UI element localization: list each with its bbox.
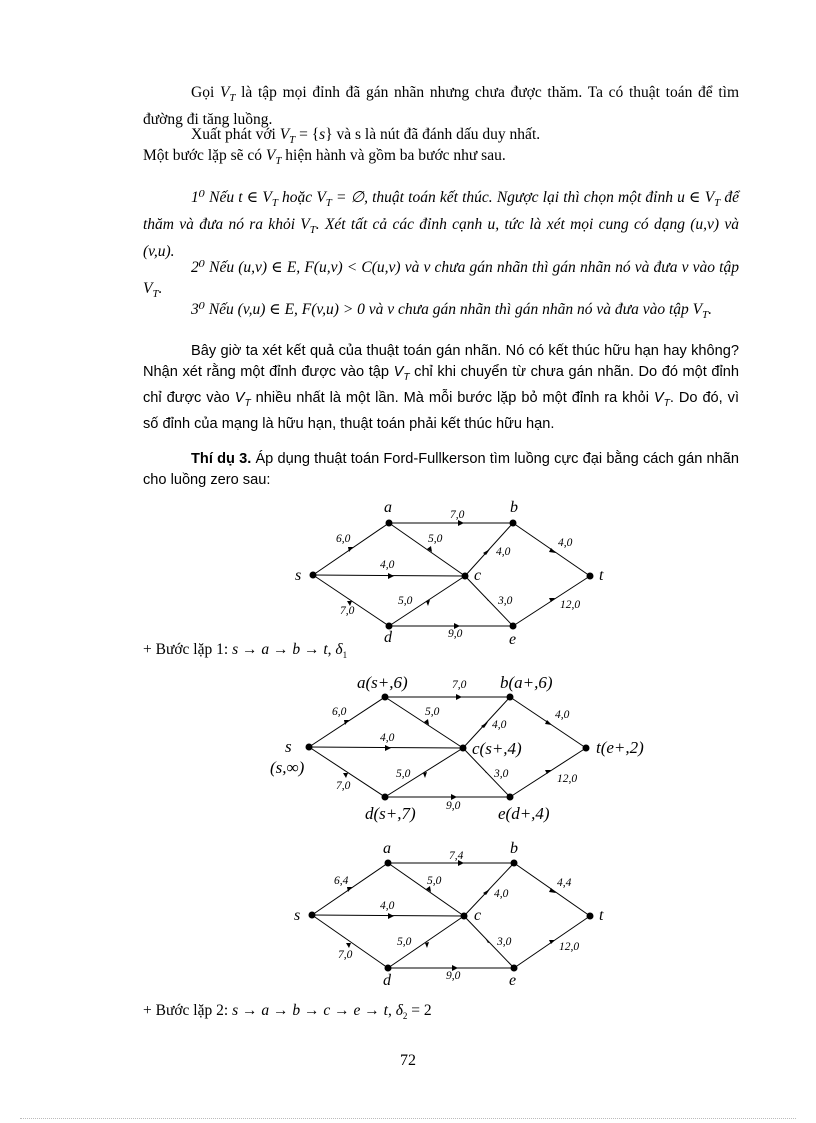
name-e-labeled: e(d+,4) [498,804,550,823]
rule-1: 1⁰ Nếu t ∈ $V_T$ hoặc $V_T$ = ∅, thuật toán kết thúc. Ngược lại thì chọn một đỉnh u ∈ $V_T$ để thăm và đưa nó ra khỏi $V_T$. Xét tất cả các đỉnh cạnh u, tức là xét mọi cung có dạng (u,v) và (v,u). [143,189,739,261]
label-s-a: 6,4 [334,875,349,887]
name-b: b [510,499,518,516]
label-s-c: 4,0 [380,900,395,912]
name-d: d [383,972,391,989]
name-c: c [474,907,482,924]
label-s-d: 7,0 [338,949,353,961]
label-s-c: 4,0 [380,732,395,744]
paragraph-termination: Bây giờ ta xét kết quả của thuật toán gán nhãn. Nó có kết thúc hữu hạn hay không? Nhận xét rằng một đỉnh được vào tập $V_T$ chỉ khi chuyển từ chưa gán nhãn. Do đó một đỉnh chỉ được vào $V_T$ nhiều nhất là một lần. Mà mỗi bước lặp bỏ một đỉnh ra khỏi $V_T$. Do đó, vì số đỉnh của mạng là hữu hạn, thuật toán phải kết thúc hữu hạn. [143,343,740,432]
label-a-b: 7,4 [449,850,464,862]
name-t-labeled: t(e+,2) [596,738,644,757]
bottom-divider [20,1118,796,1119]
label-d-e: 9,0 [446,800,461,812]
name-t: t [599,907,604,924]
label-s-d: 7,0 [340,605,355,617]
name-s-label: (s,∞) [270,758,305,777]
name-s: s [294,907,301,924]
name-d-labeled: d(s+,7) [365,804,416,823]
label-a-b: 7,0 [452,679,467,691]
name-a: a [384,499,392,516]
name-b-labeled: b(a+,6) [500,673,553,692]
name-d: d [384,629,392,646]
label-s-a: 6,0 [336,533,351,545]
label-b-t: 4,0 [555,709,570,721]
rule-2: 2⁰ Nếu (u,v) ∈ E, F(u,v) < C(u,v) và v chưa gán nhãn thì gán nhãn nó và đưa v vào tập $V_T$. [143,259,739,301]
label-c-b: 4,0 [494,888,509,900]
name-t: t [599,567,604,584]
label-d-e: 9,0 [446,970,461,982]
label-c-b: 4,0 [496,546,511,558]
name-s: s [295,567,302,584]
label-a-b: 7,0 [450,509,465,521]
name-s: s [285,737,292,756]
name-e: e [509,972,517,989]
example-label: Thí dụ 3. [191,451,252,467]
label-c-e: 3,0 [498,595,513,607]
step-2: + Bước lặp 2: s → a → b → c → e → t, $\delta_2 = 2$ [143,1002,432,1022]
name-e: e [509,631,517,648]
label-a-c: 5,0 [425,706,440,718]
page-number: 72 [400,1052,416,1069]
paragraph-vt-definition: Gọi $V_T$ là tập mọi đỉnh đã gán nhãn nhưng chưa được thăm. Ta có thuật toán để tìm đường đi tăng luồng. [143,84,739,129]
label-c-d: 5,0 [398,595,413,607]
label-a-c: 5,0 [428,533,443,545]
label-c-e: 3,0 [494,768,509,780]
label-s-c: 4,0 [380,559,395,571]
name-c-labeled: c(s+,4) [472,739,522,758]
label-a-c: 5,0 [427,875,442,887]
label-c-e: 3,0 [497,936,512,948]
paragraph-start: Xuất phát với $V_T = \{s\}$ và s là nút đã đánh dấu duy nhất. [191,126,541,147]
label-e-t: 12,0 [557,773,578,785]
example-intro: Thí dụ 3. Áp dụng thuật toán Ford-Fullkerson tìm luồng cực đại bằng cách gán nhãn cho luồng zero sau: [143,451,739,488]
label-c-b: 4,0 [492,719,507,731]
name-c: c [474,567,482,584]
name-a: a [383,840,391,857]
label-d-e: 9,0 [448,628,463,640]
label-e-t: 12,0 [559,941,580,953]
label-c-d: 5,0 [397,936,412,948]
label-c-d: 5,0 [396,768,411,780]
label-s-d: 7,0 [336,780,351,792]
label-e-t: 12,0 [560,599,581,611]
paragraph-iteration: Một bước lặp sẽ có $V_T$ hiện hành và gồm ba bước như sau. [143,147,506,168]
name-a-labeled: a(s+,6) [357,673,408,692]
name-b: b [510,840,518,857]
rule-3: 3⁰ Nếu (v,u) ∈ E, F(v,u) > 0 và v chưa gán nhãn thì gán nhãn nó và đưa vào tập $V_T$. [191,301,713,322]
label-b-t: 4,0 [558,537,573,549]
label-s-a: 6,0 [332,706,347,718]
label-b-t: 4,4 [557,877,572,889]
step-1: + Bước lặp 1: s → a → b → t, $\delta_1$ [143,641,348,661]
